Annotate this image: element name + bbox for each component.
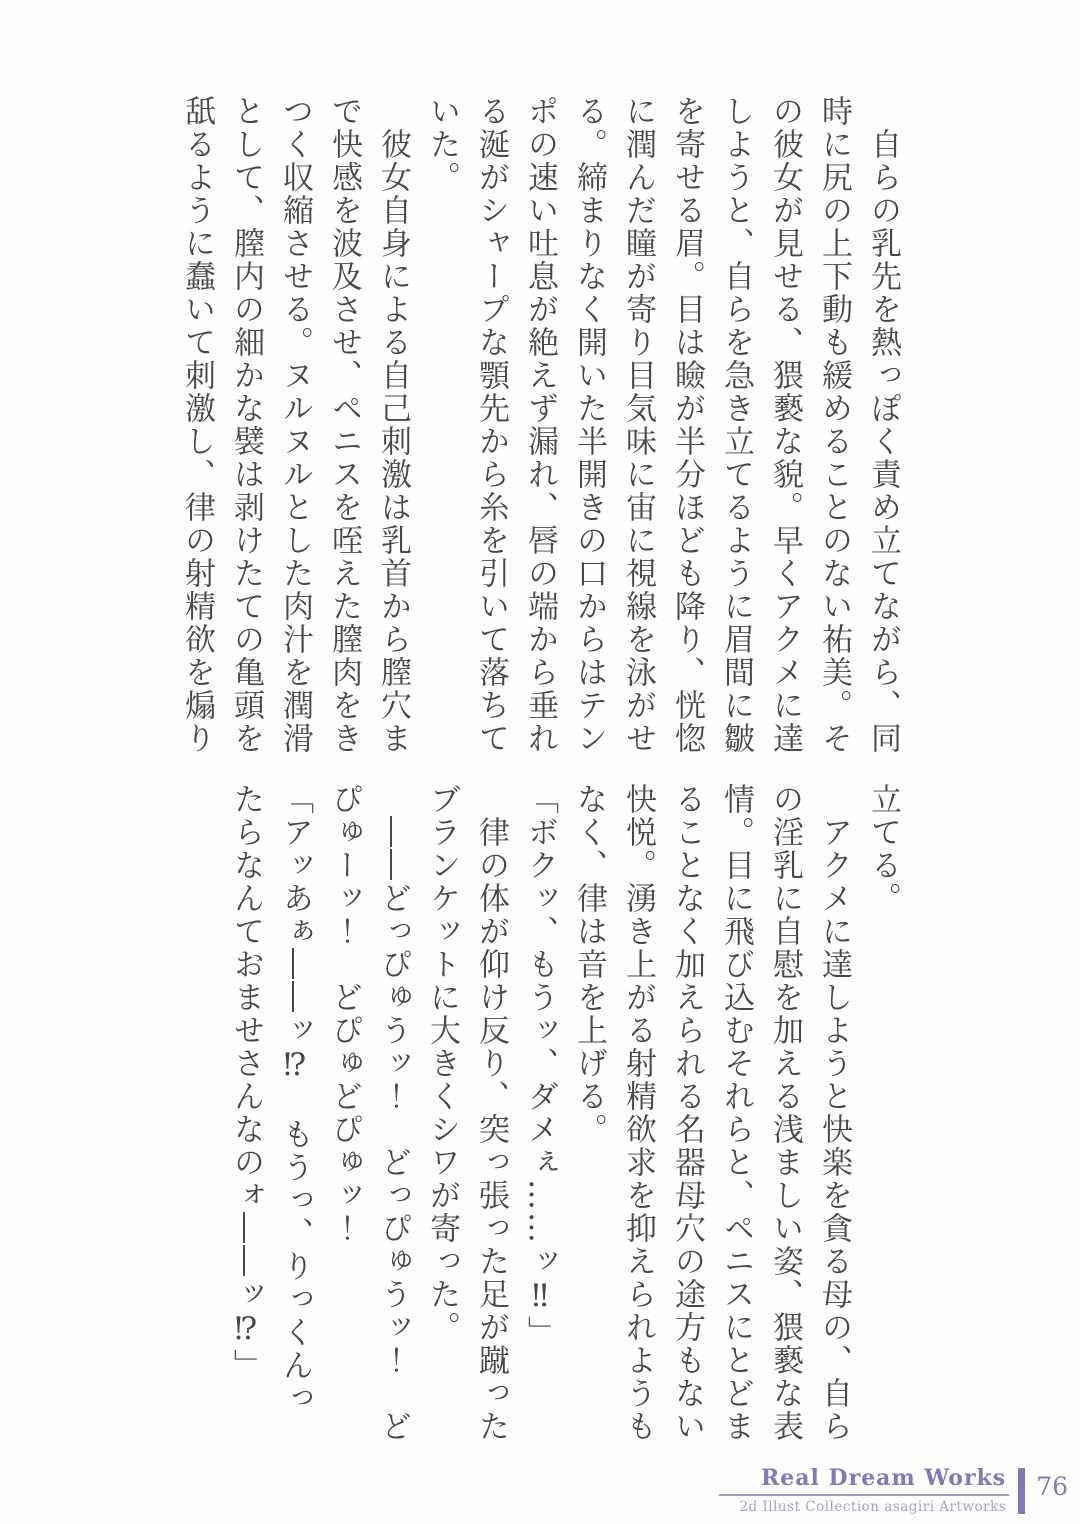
dialogue-line-1: 「ボクッ、もうッ、ダメぇ……ッ‼」 [522,783,558,1349]
footer-subtitle: 2d Illust Collection asagiri Artworks [739,1499,1007,1516]
upper-text-block [172,95,907,758]
paragraph-3: アクメに達しようと快楽を貪る母の、自らの淫乳に自慰を加える浅ましい姿、猥褻な表情。目に飛び込むそれらと、ペニスにとどまることなく加えられる名器母穴の途方もない快悦。湧き上がる射精欲求を抑えられようもなく、律は音を上げる。 [571,783,852,1443]
paragraph-1: 自らの乳先を熱っぽく責め立てながら、同時に尻の上下動も緩めることのない祐美。その彼女が見せる、猥褻な貌。早くアクメに達しようと、自らを急き立てるように眉間に皺を寄せる眉。目は瞼が半分ほども降り、恍惚に潤んだ瞳が寄り目気味に宙に視線を泳がせる。締まりなく開いた半開きの口からはテンポの速い吐息が絶えず漏れ、唇の端から垂れる涎がシャープな顎先から糸を引いて落ちていた。 [424,95,901,755]
paragraph-2: 彼女自身による自己刺激は乳首から膣穴まで快感を波及させ、ペニスを咥えた膣肉をきつく収縮させる。ヌルヌルとした肉汁を潤滑として、膣内の細かな襞は剥けたての亀頭を舐るように蠢いて刺激し、律の射精欲を煽り [179,95,411,755]
footer-text-group [719,1466,1009,1515]
page-footer [719,1466,1068,1515]
footer-divider-bar [1018,1468,1025,1514]
dialogue-line-2: 「アッあぁ――ッ⁉ もうっ、りっくんったらなんておませさんなのォ――ッ⁉」 [228,783,313,1415]
footer-title: Real Dream Works [719,1466,1009,1496]
lower-text-block [221,783,907,1446]
paragraph-2-continuation: 立てる。 [865,783,901,915]
page-number: 76 [1036,1472,1068,1502]
paragraph-4: 律の体が仰け反り、突っ張った足が蹴ったブランケットに大きくシワが寄った。 [424,783,509,1443]
sound-effect-line: ――どっぴゅうッ！ どっぴゅうッ！ どぴゅーッ！ どぴゅどぴゅッ！ [326,783,411,1443]
